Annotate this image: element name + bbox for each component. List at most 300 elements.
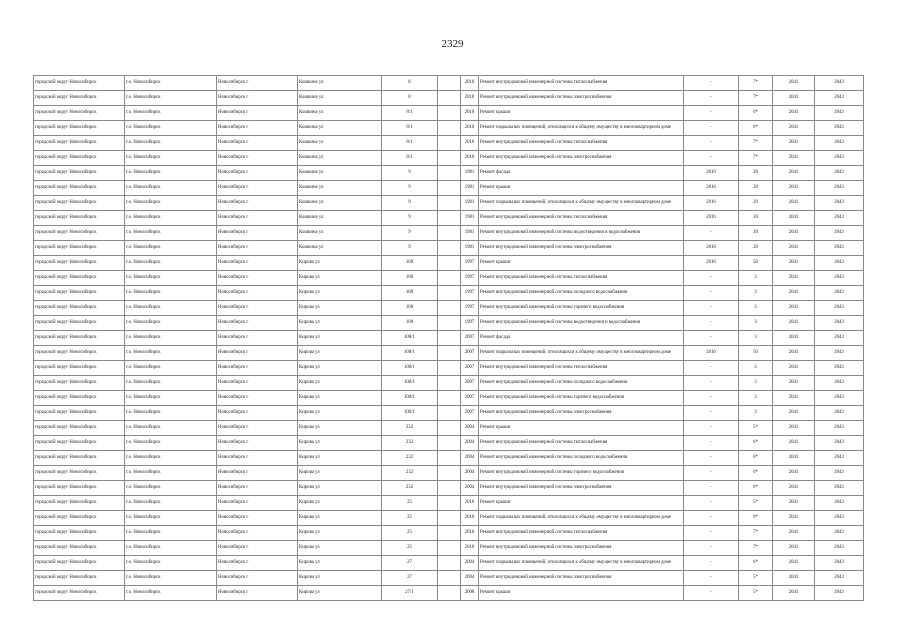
municipality-cell: городской округ Новосибирск [34, 271, 125, 286]
municipality-cell: городской округ Новосибирск [34, 316, 125, 331]
plan-end-cell: 2043 [815, 541, 864, 556]
year-built-cell: 1997 [461, 316, 479, 331]
settlement-cell: Новосибирск г [217, 346, 298, 361]
city-district-cell: г.о. Новосибирск [125, 241, 217, 256]
house-number-cell: 108/1 [382, 331, 438, 346]
wear-cell: 6* [739, 106, 773, 121]
table-row [34, 151, 864, 166]
settlement-cell: Новосибирск г [217, 241, 298, 256]
municipality-cell: городской округ Новосибирск [34, 286, 125, 301]
plan-end-cell: 2043 [815, 211, 864, 226]
year-built-cell: 2004 [461, 451, 479, 466]
wear-cell: 3 [739, 286, 773, 301]
settlement-cell: Новосибирск г [217, 121, 298, 136]
settlement-cell: Новосибирск г [217, 301, 298, 316]
municipality-cell: городской округ Новосибирск [34, 526, 125, 541]
work-type-cell: Ремонт внутридомовой инженерной системы теплоснабжения [479, 76, 684, 91]
wear-cell: 6* [739, 466, 773, 481]
municipality-cell: городской округ Новосибирск [34, 91, 125, 106]
work-type-cell: Ремонт крыши [479, 496, 684, 511]
city-district-cell: г.о. Новосибирск [125, 346, 217, 361]
work-type-cell: Ремонт внутридомовой инженерной системы теплоснабжения [479, 526, 684, 541]
work-type-cell: Ремонт внутридомовой инженерной системы электроснабжения [479, 406, 684, 421]
last-repair-year-cell: 2016 [684, 211, 739, 226]
street-cell: Кирова ул [298, 421, 382, 436]
table-row [34, 391, 864, 406]
street-cell: Кошкина ул [298, 241, 382, 256]
municipality-cell: городской округ Новосибирск [34, 481, 125, 496]
house-number-cell: 232 [382, 451, 438, 466]
house-number-cell: 27 [382, 556, 438, 571]
last-repair-year-cell: 2016 [684, 166, 739, 181]
street-cell: Кирова ул [298, 556, 382, 571]
table-row [34, 586, 864, 601]
plan-start-cell: 2041 [773, 361, 815, 376]
last-repair-year-cell: - [684, 526, 739, 541]
plan-start-cell: 2041 [773, 541, 815, 556]
year-built-cell: 1981 [461, 196, 479, 211]
municipality-cell: городской округ Новосибирск [34, 196, 125, 211]
last-repair-year-cell: - [684, 91, 739, 106]
street-cell: Кирова ул [298, 271, 382, 286]
wear-cell: 7* [739, 76, 773, 91]
table-row [34, 571, 864, 586]
building-cell [438, 271, 461, 286]
year-built-cell: 2004 [461, 481, 479, 496]
building-cell [438, 301, 461, 316]
building-cell [438, 346, 461, 361]
house-number-cell: 108 [382, 271, 438, 286]
building-cell [438, 241, 461, 256]
wear-cell: 20 [739, 196, 773, 211]
repair-schedule-table [33, 75, 864, 601]
street-cell: Кирова ул [298, 466, 382, 481]
year-built-cell: 2007 [461, 376, 479, 391]
work-type-cell: Ремонт подвальных помещений, относящихся к общему имуществу в многоквартирном доме [479, 196, 684, 211]
municipality-cell: городской округ Новосибирск [34, 391, 125, 406]
plan-end-cell: 2043 [815, 361, 864, 376]
year-built-cell: 1997 [461, 301, 479, 316]
year-built-cell: 1997 [461, 271, 479, 286]
building-cell [438, 121, 461, 136]
city-district-cell: г.о. Новосибирск [125, 526, 217, 541]
street-cell: Кирова ул [298, 361, 382, 376]
city-district-cell: г.о. Новосибирск [125, 511, 217, 526]
street-cell: Кошкина ул [298, 76, 382, 91]
city-district-cell: г.о. Новосибирск [125, 376, 217, 391]
building-cell [438, 376, 461, 391]
last-repair-year-cell: - [684, 151, 739, 166]
street-cell: Кошкина ул [298, 196, 382, 211]
city-district-cell: г.о. Новосибирск [125, 121, 217, 136]
street-cell: Кирова ул [298, 496, 382, 511]
city-district-cell: г.о. Новосибирск [125, 481, 217, 496]
work-type-cell: Ремонт внутридомовой инженерной системы водоотведения и водоснабжения [479, 226, 684, 241]
street-cell: Кирова ул [298, 481, 382, 496]
table-row [34, 421, 864, 436]
settlement-cell: Новосибирск г [217, 466, 298, 481]
house-number-cell: 8/1 [382, 151, 438, 166]
settlement-cell: Новосибирск г [217, 541, 298, 556]
building-cell [438, 166, 461, 181]
work-type-cell: Ремонт внутридомовой инженерной системы электроснабжения [479, 541, 684, 556]
wear-cell: 6* [739, 556, 773, 571]
wear-cell: 6* [739, 121, 773, 136]
settlement-cell: Новосибирск г [217, 526, 298, 541]
settlement-cell: Новосибирск г [217, 421, 298, 436]
work-type-cell: Ремонт внутридомовой инженерной системы теплоснабжения [479, 271, 684, 286]
municipality-cell: городской округ Новосибирск [34, 511, 125, 526]
plan-start-cell: 2041 [773, 586, 815, 601]
wear-cell: 6* [739, 481, 773, 496]
municipality-cell: городской округ Новосибирск [34, 166, 125, 181]
last-repair-year-cell: - [684, 571, 739, 586]
municipality-cell: городской округ Новосибирск [34, 421, 125, 436]
street-cell: Кирова ул [298, 376, 382, 391]
municipality-cell: городской округ Новосибирск [34, 151, 125, 166]
city-district-cell: г.о. Новосибирск [125, 391, 217, 406]
last-repair-year-cell: - [684, 466, 739, 481]
building-cell [438, 361, 461, 376]
work-type-cell: Ремонт внутридомовой инженерной системы электроснабжения [479, 151, 684, 166]
house-number-cell: 108 [382, 286, 438, 301]
city-district-cell: г.о. Новосибирск [125, 466, 217, 481]
plan-start-cell: 2041 [773, 121, 815, 136]
last-repair-year-cell: - [684, 406, 739, 421]
last-repair-year-cell: - [684, 286, 739, 301]
building-cell [438, 406, 461, 421]
house-number-cell: 25 [382, 526, 438, 541]
table-row [34, 526, 864, 541]
house-number-cell: 108/1 [382, 361, 438, 376]
building-cell [438, 136, 461, 151]
work-type-cell: Ремонт внутридомовой инженерной системы теплоснабжения [479, 136, 684, 151]
wear-cell: 3 [739, 406, 773, 421]
plan-start-cell: 2041 [773, 76, 815, 91]
year-built-cell: 1981 [461, 181, 479, 196]
wear-cell: 3 [739, 361, 773, 376]
building-cell [438, 151, 461, 166]
work-type-cell: Ремонт внутридомовой инженерной системы теплоснабжения [479, 361, 684, 376]
settlement-cell: Новосибирск г [217, 436, 298, 451]
municipality-cell: городской округ Новосибирск [34, 466, 125, 481]
plan-end-cell: 2043 [815, 181, 864, 196]
street-cell: Кошкина ул [298, 106, 382, 121]
municipality-cell: городской округ Новосибирск [34, 571, 125, 586]
city-district-cell: г.о. Новосибирск [125, 76, 217, 91]
year-built-cell: 2010 [461, 151, 479, 166]
plan-start-cell: 2041 [773, 256, 815, 271]
last-repair-year-cell: - [684, 391, 739, 406]
plan-end-cell: 2043 [815, 391, 864, 406]
plan-end-cell: 2043 [815, 376, 864, 391]
city-district-cell: г.о. Новосибирск [125, 166, 217, 181]
plan-end-cell: 2043 [815, 481, 864, 496]
year-built-cell: 2010 [461, 106, 479, 121]
building-cell [438, 541, 461, 556]
municipality-cell: городской округ Новосибирск [34, 181, 125, 196]
plan-end-cell: 2043 [815, 76, 864, 91]
street-cell: Кирова ул [298, 511, 382, 526]
work-type-cell: Ремонт внутридомовой инженерной системы горячего водоснабжения [479, 391, 684, 406]
work-type-cell: Ремонт внутридомовой инженерной системы теплоснабжения [479, 436, 684, 451]
building-cell [438, 421, 461, 436]
work-type-cell: Ремонт подвальных помещений, относящихся к общему имуществу в многоквартирном доме [479, 346, 684, 361]
plan-end-cell: 2043 [815, 571, 864, 586]
wear-cell: 7* [739, 136, 773, 151]
work-type-cell: Ремонт внутридомовой инженерной системы электроснабжения [479, 241, 684, 256]
city-district-cell: г.о. Новосибирск [125, 271, 217, 286]
year-built-cell: 2008 [461, 586, 479, 601]
plan-end-cell: 2043 [815, 226, 864, 241]
work-type-cell: Ремонт крыши [479, 106, 684, 121]
city-district-cell: г.о. Новосибирск [125, 571, 217, 586]
building-cell [438, 316, 461, 331]
settlement-cell: Новосибирск г [217, 286, 298, 301]
municipality-cell: городской округ Новосибирск [34, 376, 125, 391]
plan-end-cell: 2043 [815, 286, 864, 301]
last-repair-year-cell: - [684, 421, 739, 436]
house-number-cell: 8 [382, 91, 438, 106]
table-row [34, 556, 864, 571]
settlement-cell: Новосибирск г [217, 451, 298, 466]
last-repair-year-cell: - [684, 361, 739, 376]
city-district-cell: г.о. Новосибирск [125, 196, 217, 211]
street-cell: Кирова ул [298, 301, 382, 316]
municipality-cell: городской округ Новосибирск [34, 406, 125, 421]
settlement-cell: Новосибирск г [217, 571, 298, 586]
municipality-cell: городской округ Новосибирск [34, 361, 125, 376]
work-type-cell: Ремонт внутридомовой инженерной системы горячего водоснабжения [479, 466, 684, 481]
street-cell: Кирова ул [298, 391, 382, 406]
street-cell: Кирова ул [298, 256, 382, 271]
street-cell: Кирова ул [298, 346, 382, 361]
plan-end-cell: 2043 [815, 121, 864, 136]
last-repair-year-cell: 2016 [684, 196, 739, 211]
work-type-cell: Ремонт крыши [479, 181, 684, 196]
year-built-cell: 1981 [461, 241, 479, 256]
street-cell: Кирова ул [298, 316, 382, 331]
settlement-cell: Новосибирск г [217, 406, 298, 421]
street-cell: Кирова ул [298, 526, 382, 541]
wear-cell: 3 [739, 301, 773, 316]
city-district-cell: г.о. Новосибирск [125, 211, 217, 226]
plan-end-cell: 2043 [815, 106, 864, 121]
table-row [34, 541, 864, 556]
plan-end-cell: 2043 [815, 151, 864, 166]
municipality-cell: городской округ Новосибирск [34, 586, 125, 601]
last-repair-year-cell: - [684, 556, 739, 571]
house-number-cell: 232 [382, 436, 438, 451]
table-row [34, 376, 864, 391]
plan-end-cell: 2043 [815, 136, 864, 151]
wear-cell: 6* [739, 451, 773, 466]
table-row [34, 466, 864, 481]
year-built-cell: 2010 [461, 76, 479, 91]
street-cell: Кошкина ул [298, 226, 382, 241]
table-row [34, 256, 864, 271]
wear-cell: 5* [739, 421, 773, 436]
wear-cell: 5* [739, 586, 773, 601]
street-cell: Кошкина ул [298, 166, 382, 181]
plan-end-cell: 2043 [815, 436, 864, 451]
city-district-cell: г.о. Новосибирск [125, 496, 217, 511]
house-number-cell: 8/1 [382, 121, 438, 136]
house-number-cell: 9 [382, 211, 438, 226]
street-cell: Кирова ул [298, 286, 382, 301]
table-row [34, 106, 864, 121]
year-built-cell: 2004 [461, 556, 479, 571]
city-district-cell: г.о. Новосибирск [125, 556, 217, 571]
table-row [34, 511, 864, 526]
last-repair-year-cell: - [684, 106, 739, 121]
last-repair-year-cell: 2016 [684, 181, 739, 196]
settlement-cell: Новосибирск г [217, 196, 298, 211]
municipality-cell: городской округ Новосибирск [34, 106, 125, 121]
city-district-cell: г.о. Новосибирск [125, 181, 217, 196]
city-district-cell: г.о. Новосибирск [125, 286, 217, 301]
work-type-cell: Ремонт внутридомовой инженерной системы холодного водоснабжения [479, 286, 684, 301]
street-cell: Кирова ул [298, 406, 382, 421]
year-built-cell: 2004 [461, 571, 479, 586]
house-number-cell: 27 [382, 571, 438, 586]
house-number-cell: 9 [382, 166, 438, 181]
settlement-cell: Новосибирск г [217, 181, 298, 196]
plan-start-cell: 2041 [773, 571, 815, 586]
work-type-cell: Ремонт крыши [479, 421, 684, 436]
plan-start-cell: 2041 [773, 181, 815, 196]
plan-start-cell: 2041 [773, 316, 815, 331]
plan-end-cell: 2043 [815, 271, 864, 286]
work-type-cell: Ремонт фасада [479, 166, 684, 181]
table-row [34, 451, 864, 466]
house-number-cell: 9 [382, 196, 438, 211]
building-cell [438, 466, 461, 481]
house-number-cell: 232 [382, 481, 438, 496]
wear-cell: 7* [739, 541, 773, 556]
last-repair-year-cell: - [684, 586, 739, 601]
plan-end-cell: 2043 [815, 526, 864, 541]
wear-cell: 3 [739, 376, 773, 391]
building-cell [438, 436, 461, 451]
table-row [34, 76, 864, 91]
street-cell: Кирова ул [298, 541, 382, 556]
wear-cell: 3 [739, 331, 773, 346]
wear-cell: 20 [739, 211, 773, 226]
street-cell: Кирова ул [298, 331, 382, 346]
plan-start-cell: 2041 [773, 421, 815, 436]
last-repair-year-cell: - [684, 451, 739, 466]
plan-start-cell: 2041 [773, 226, 815, 241]
settlement-cell: Новосибирск г [217, 271, 298, 286]
work-type-cell: Ремонт внутридомовой инженерной системы электроснабжения [479, 91, 684, 106]
table-row [34, 316, 864, 331]
building-cell [438, 391, 461, 406]
table-row [34, 136, 864, 151]
wear-cell: 50 [739, 256, 773, 271]
year-built-cell: 2010 [461, 91, 479, 106]
street-cell: Кошкина ул [298, 211, 382, 226]
building-cell [438, 526, 461, 541]
plan-start-cell: 2041 [773, 526, 815, 541]
wear-cell: 9* [739, 511, 773, 526]
work-type-cell: Ремонт внутридомовой инженерной системы водоотведения и водоснабжения [479, 316, 684, 331]
street-cell: Кирова ул [298, 436, 382, 451]
plan-end-cell: 2043 [815, 556, 864, 571]
plan-start-cell: 2041 [773, 106, 815, 121]
municipality-cell: городской округ Новосибирск [34, 256, 125, 271]
work-type-cell: Ремонт подвальных помещений, относящихся к общему имуществу в многоквартирном доме [479, 121, 684, 136]
settlement-cell: Новосибирск г [217, 481, 298, 496]
table-row [34, 166, 864, 181]
year-built-cell: 2010 [461, 136, 479, 151]
work-type-cell: Ремонт подвальных помещений, относящихся к общему имуществу в многоквартирном доме [479, 511, 684, 526]
building-cell [438, 571, 461, 586]
municipality-cell: городской округ Новосибирск [34, 76, 125, 91]
table-row [34, 436, 864, 451]
plan-end-cell: 2043 [815, 421, 864, 436]
house-number-cell: 108/1 [382, 346, 438, 361]
house-number-cell: 108/1 [382, 376, 438, 391]
plan-start-cell: 2041 [773, 481, 815, 496]
house-number-cell: 232 [382, 421, 438, 436]
year-built-cell: 2010 [461, 496, 479, 511]
last-repair-year-cell: - [684, 541, 739, 556]
last-repair-year-cell: 2016 [684, 241, 739, 256]
table-row [34, 346, 864, 361]
building-cell [438, 481, 461, 496]
city-district-cell: г.о. Новосибирск [125, 136, 217, 151]
table-row [34, 301, 864, 316]
city-district-cell: г.о. Новосибирск [125, 301, 217, 316]
plan-start-cell: 2041 [773, 91, 815, 106]
plan-end-cell: 2043 [815, 91, 864, 106]
municipality-cell: городской округ Новосибирск [34, 331, 125, 346]
municipality-cell: городской округ Новосибирск [34, 436, 125, 451]
city-district-cell: г.о. Новосибирск [125, 316, 217, 331]
house-number-cell: 8/1 [382, 106, 438, 121]
house-number-cell: 25 [382, 541, 438, 556]
year-built-cell: 2007 [461, 331, 479, 346]
building-cell [438, 76, 461, 91]
plan-start-cell: 2041 [773, 391, 815, 406]
wear-cell: 7* [739, 151, 773, 166]
last-repair-year-cell: - [684, 226, 739, 241]
municipality-cell: городской округ Новосибирск [34, 451, 125, 466]
wear-cell: 3 [739, 316, 773, 331]
wear-cell: 50 [739, 346, 773, 361]
table-row [34, 181, 864, 196]
page-number: 2329 [441, 38, 464, 50]
plan-start-cell: 2041 [773, 151, 815, 166]
municipality-cell: городской округ Новосибирск [34, 211, 125, 226]
municipality-cell: городской округ Новосибирск [34, 226, 125, 241]
year-built-cell: 2010 [461, 526, 479, 541]
plan-end-cell: 2043 [815, 316, 864, 331]
plan-start-cell: 2041 [773, 466, 815, 481]
building-cell [438, 256, 461, 271]
work-type-cell: Ремонт фасада [479, 331, 684, 346]
last-repair-year-cell: 2016 [684, 256, 739, 271]
work-type-cell: Ремонт внутридомовой инженерной системы электроснабжения [479, 481, 684, 496]
year-built-cell: 1981 [461, 211, 479, 226]
plan-start-cell: 2041 [773, 196, 815, 211]
city-district-cell: г.о. Новосибирск [125, 256, 217, 271]
year-built-cell: 1981 [461, 166, 479, 181]
settlement-cell: Новосибирск г [217, 226, 298, 241]
city-district-cell: г.о. Новосибирск [125, 451, 217, 466]
work-type-cell: Ремонт подвальных помещений, относящихся к общему имуществу в многоквартирном доме [479, 556, 684, 571]
